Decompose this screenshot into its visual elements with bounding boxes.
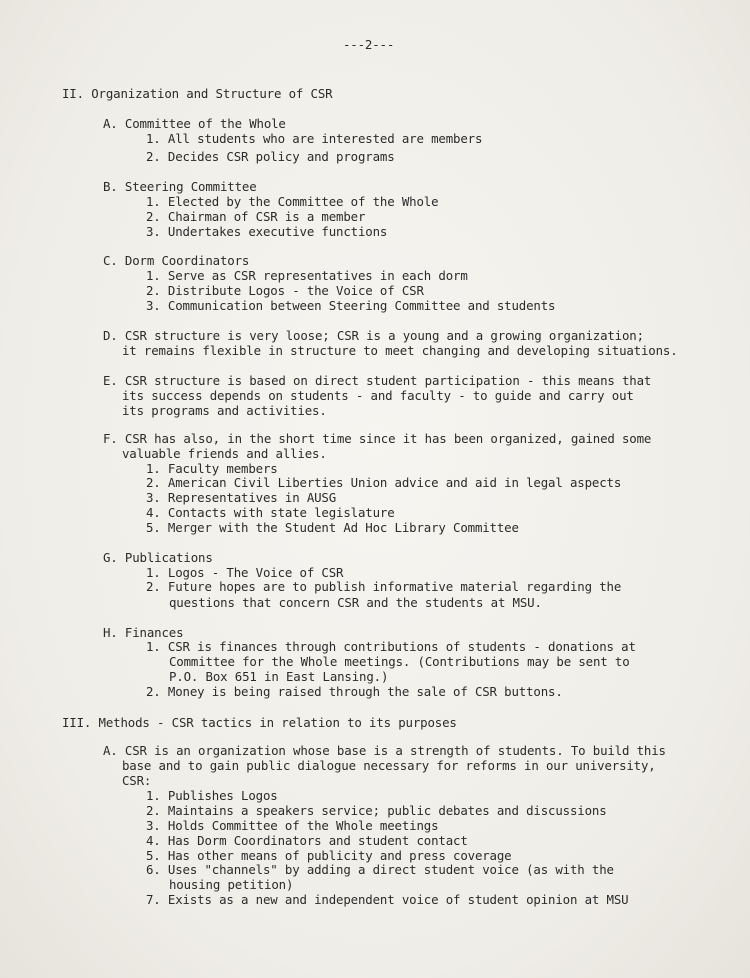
list-item: 1. Serve as CSR representatives in each dorm [146,268,468,283]
list-item: 3. Communication between Steering Committee and students [146,298,556,313]
list-item: 2. Future hopes are to publish informative material regarding the [146,579,622,594]
list-item: 2. Chairman of CSR is a member [146,209,366,224]
list-item-continuation: P.O. Box 651 in East Lansing.) [169,669,389,684]
list-item: 3. Representatives in AUSG [146,490,337,505]
list-item: 5. Has other means of publicity and press coverage [146,848,512,863]
list-item: 1. Faculty members [146,461,278,476]
paragraph-line: CSR: [122,773,152,788]
paragraph-line: its programs and activities. [122,403,327,418]
subsection-heading: B. Steering Committee [103,179,257,194]
paragraph-line: F. CSR has also, in the short time since it has been organized, gained some [103,431,652,446]
list-item: 1. Logos - The Voice of CSR [146,565,344,580]
paragraph-line: A. CSR is an organization whose base is a strength of students. To build this [103,743,666,758]
list-item-continuation: Committee for the Whole meetings. (Contributions may be sent to [169,654,630,669]
list-item: 4. Contacts with state legislature [146,505,395,520]
list-item: 1. CSR is finances through contributions of students - donations at [146,639,636,654]
list-item: 1. Elected by the Committee of the Whole [146,194,439,209]
section-heading: III. Methods - CSR tactics in relation to its purposes [62,715,457,730]
page-number: ---2--- [343,37,395,52]
list-item: 1. All students who are interested are members [146,131,483,146]
paragraph-line: D. CSR structure is very loose; CSR is a young and a growing organization; [103,328,644,343]
paragraph-line: base and to gain public dialogue necessary for reforms in our university, [122,758,656,773]
paragraph-line: valuable friends and allies. [122,446,327,461]
list-item-continuation: questions that concern CSR and the students at MSU. [169,595,542,610]
paragraph-line: it remains flexible in structure to meet changing and developing situations. [122,343,678,358]
list-item: 6. Uses "channels" by adding a direct student voice (as with the [146,862,614,877]
subsection-heading: C. Dorm Coordinators [103,253,250,268]
list-item: 2. Distribute Logos - the Voice of CSR [146,283,424,298]
list-item: 2. Decides CSR policy and programs [146,149,395,164]
list-item: 5. Merger with the Student Ad Hoc Library Committee [146,520,519,535]
list-item-continuation: housing petition) [169,877,294,892]
list-item: 3. Holds Committee of the Whole meetings [146,818,439,833]
list-item: 7. Exists as a new and independent voice of student opinion at MSU [146,892,629,907]
subsection-heading: A. Committee of the Whole [103,116,286,131]
list-item: 4. Has Dorm Coordinators and student contact [146,833,468,848]
paragraph-line: E. CSR structure is based on direct student participation - this means that [103,373,652,388]
list-item: 2. American Civil Liberties Union advice and aid in legal aspects [146,475,622,490]
paragraph-line: its success depends on students - and faculty - to guide and carry out [122,388,634,403]
subsection-heading: G. Publications [103,550,213,565]
subsection-heading: H. Finances [103,625,184,640]
list-item: 2. Maintains a speakers service; public debates and discussions [146,803,607,818]
list-item: 2. Money is being raised through the sale of CSR buttons. [146,684,563,699]
section-heading: II. Organization and Structure of CSR [62,86,333,101]
list-item: 3. Undertakes executive functions [146,224,388,239]
list-item: 1. Publishes Logos [146,788,278,803]
